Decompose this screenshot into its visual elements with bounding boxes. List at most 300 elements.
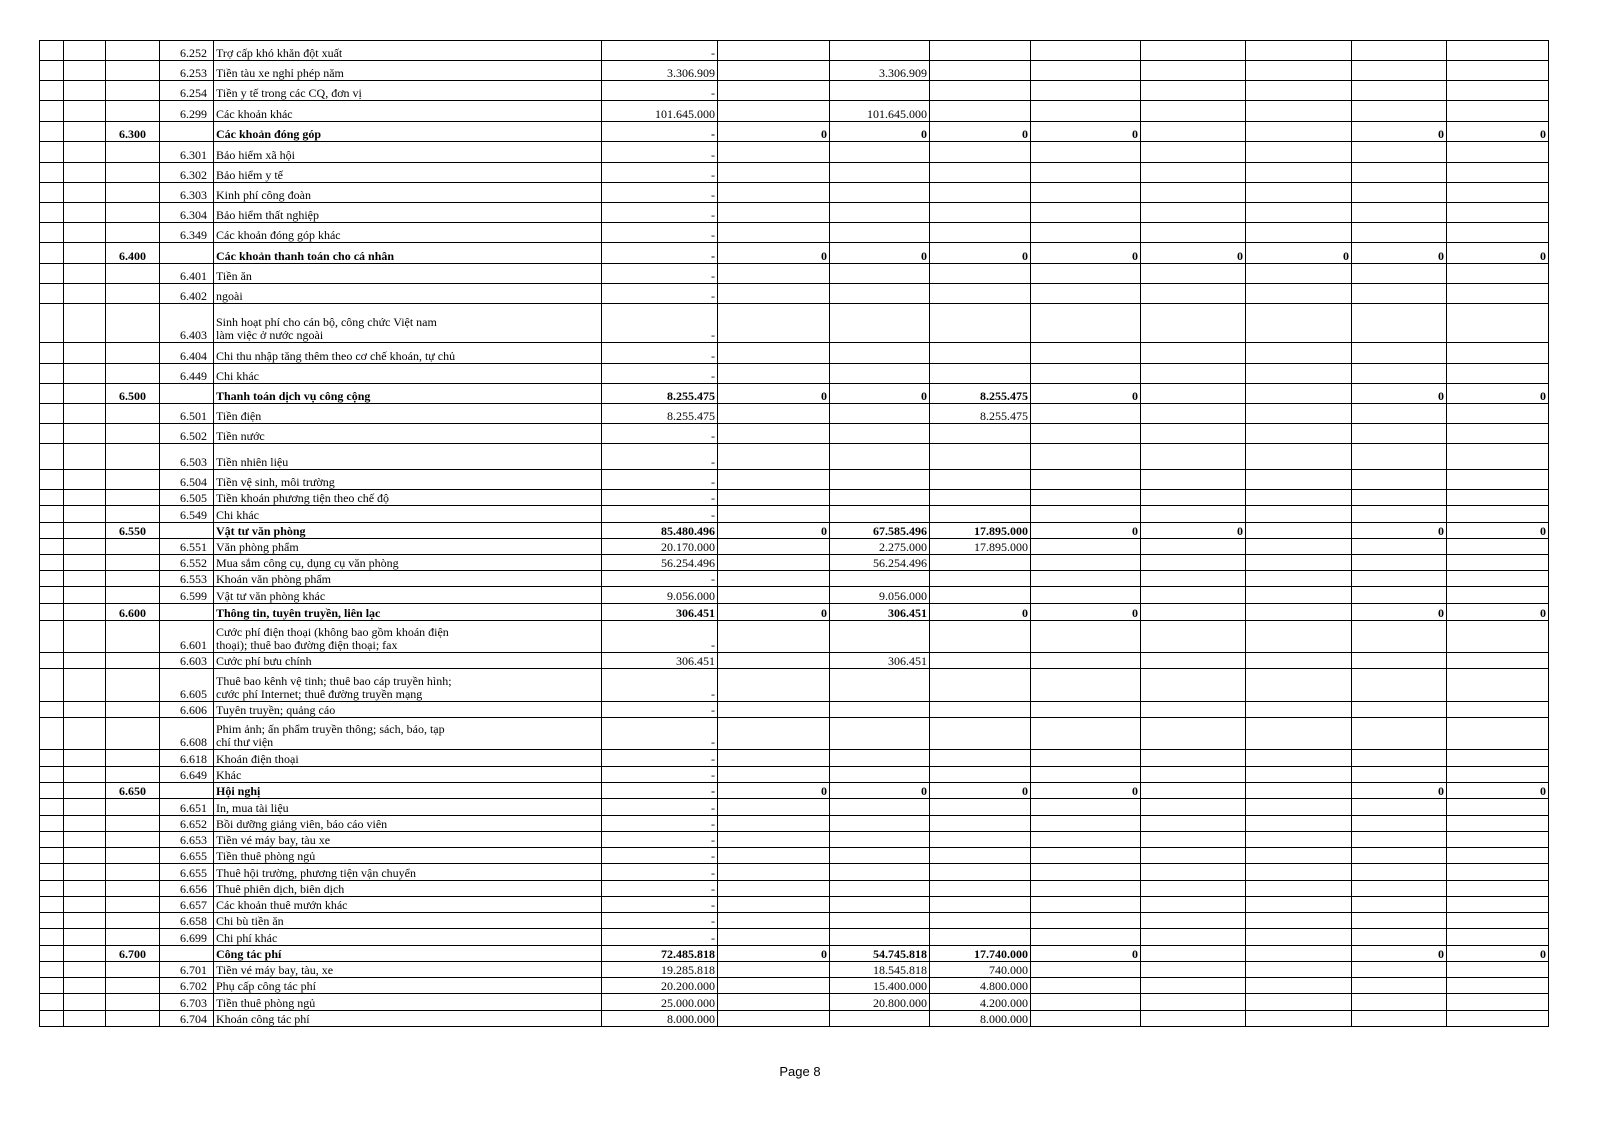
amount-cell-total: 8.255.475 <box>602 404 718 424</box>
amount-cell-v7 <box>1352 962 1447 978</box>
amount-cell-total: - <box>602 163 718 183</box>
empty-cell <box>64 799 106 816</box>
amount-cell-v6 <box>1246 555 1352 571</box>
table-row <box>40 848 1549 864</box>
amount-cell-v4 <box>1031 571 1141 587</box>
amount-cell-v1 <box>718 767 830 783</box>
empty-cell <box>40 284 64 304</box>
group-code-cell <box>106 881 160 897</box>
amount-cell-total: - <box>602 142 718 163</box>
amount-cell-v4 <box>1031 142 1141 163</box>
empty-cell <box>64 718 106 750</box>
item-name-cell: Tiền vé máy bay, tàu, xe <box>214 962 602 978</box>
amount-cell-v4 <box>1031 750 1141 767</box>
amount-cell-v1 <box>718 61 830 81</box>
amount-cell-v6 <box>1246 929 1352 946</box>
table-row <box>40 343 1549 364</box>
amount-cell-v5 <box>1141 799 1246 816</box>
table-row <box>40 404 1549 424</box>
empty-cell <box>40 946 64 962</box>
item-code-cell: 6.608 <box>160 718 214 750</box>
empty-cell <box>64 444 106 470</box>
amount-cell-v5 <box>1141 929 1246 946</box>
amount-cell-v6 <box>1246 284 1352 304</box>
amount-cell-v1: 0 <box>718 604 830 621</box>
amount-cell-v2: 9.056.000 <box>830 587 930 604</box>
group-code-cell <box>106 81 160 101</box>
amount-cell-v4 <box>1031 264 1141 284</box>
amount-cell-v6 <box>1246 913 1352 929</box>
amount-cell-total: - <box>602 621 718 653</box>
amount-cell-v6 <box>1246 962 1352 978</box>
table-row <box>40 490 1549 506</box>
table-row <box>40 1011 1549 1027</box>
amount-cell-total: 85.480.496 <box>602 523 718 539</box>
amount-cell-v4 <box>1031 404 1141 424</box>
group-code-cell <box>106 718 160 750</box>
empty-cell <box>40 470 64 490</box>
amount-cell-v6 <box>1246 621 1352 653</box>
amount-cell-v1: 0 <box>718 243 830 264</box>
amount-cell-v5 <box>1141 444 1246 470</box>
amount-cell-v2: 54.745.818 <box>830 946 930 962</box>
group-code-cell: 6.300 <box>106 122 160 142</box>
amount-cell-v5 <box>1141 490 1246 506</box>
amount-cell-v8 <box>1447 264 1549 284</box>
amount-cell-v7 <box>1352 669 1447 702</box>
item-name-cell: Tiền điện <box>214 404 602 424</box>
amount-cell-v4 <box>1031 539 1141 555</box>
table-row <box>40 929 1549 946</box>
empty-cell <box>64 101 106 122</box>
empty-cell <box>64 122 106 142</box>
amount-cell-v1 <box>718 264 830 284</box>
item-name-cell: Chi khác <box>214 364 602 384</box>
amount-cell-total: - <box>602 364 718 384</box>
group-row <box>40 604 1549 621</box>
item-name-cell: Tiền ăn <box>214 264 602 284</box>
amount-cell-total: - <box>602 243 718 264</box>
amount-cell-v2: 15.400.000 <box>830 978 930 994</box>
table-row <box>40 621 1549 653</box>
table-row <box>40 203 1549 223</box>
item-code-cell: 6.605 <box>160 669 214 702</box>
amount-cell-v6 <box>1246 767 1352 783</box>
amount-cell-v5 <box>1141 669 1246 702</box>
item-name-cell: Phụ cấp công tác phí <box>214 978 602 994</box>
amount-cell-v6 <box>1246 1011 1352 1027</box>
empty-cell <box>40 750 64 767</box>
amount-cell-v2 <box>830 750 930 767</box>
amount-cell-v5 <box>1141 183 1246 203</box>
amount-cell-v8 <box>1447 913 1549 929</box>
empty-cell <box>40 864 64 881</box>
amount-cell-v2: 18.545.818 <box>830 962 930 978</box>
amount-cell-v8 <box>1447 183 1549 203</box>
amount-cell-v4 <box>1031 101 1141 122</box>
amount-cell-v2 <box>830 621 930 653</box>
item-name-cell: Các khoản thuê mướn khác <box>214 897 602 913</box>
group-code-cell <box>106 424 160 444</box>
item-code-cell: 6.404 <box>160 343 214 364</box>
amount-cell-v2 <box>830 264 930 284</box>
amount-cell-v3 <box>930 929 1031 946</box>
amount-cell-v1: 0 <box>718 122 830 142</box>
item-code-cell: 6.599 <box>160 587 214 604</box>
amount-cell-v8 <box>1447 767 1549 783</box>
empty-cell <box>40 61 64 81</box>
amount-cell-v5 <box>1141 571 1246 587</box>
item-code-cell: 6.299 <box>160 101 214 122</box>
amount-cell-v3 <box>930 223 1031 243</box>
group-code-cell <box>106 555 160 571</box>
amount-cell-v5 <box>1141 41 1246 61</box>
amount-cell-v5 <box>1141 343 1246 364</box>
amount-cell-v8 <box>1447 404 1549 424</box>
item-code-cell: 6.553 <box>160 571 214 587</box>
empty-cell <box>64 284 106 304</box>
amount-cell-v1 <box>718 470 830 490</box>
amount-cell-v3 <box>930 284 1031 304</box>
amount-cell-v6 <box>1246 848 1352 864</box>
amount-cell-v6 <box>1246 81 1352 101</box>
item-code-cell: 6.302 <box>160 163 214 183</box>
empty-cell <box>64 523 106 539</box>
empty-cell <box>64 653 106 669</box>
amount-cell-v8: 0 <box>1447 783 1549 799</box>
amount-cell-v8 <box>1447 929 1549 946</box>
amount-cell-v4 <box>1031 702 1141 718</box>
empty-cell <box>64 587 106 604</box>
amount-cell-total: - <box>602 832 718 848</box>
empty-cell <box>64 571 106 587</box>
empty-cell <box>64 897 106 913</box>
amount-cell-v2 <box>830 364 930 384</box>
item-code-cell <box>160 783 214 799</box>
amount-cell-v8 <box>1447 41 1549 61</box>
amount-cell-v4 <box>1031 621 1141 653</box>
amount-cell-total: 306.451 <box>602 653 718 669</box>
amount-cell-v1 <box>718 1011 830 1027</box>
group-code-cell: 6.600 <box>106 604 160 621</box>
empty-cell <box>64 142 106 163</box>
table-row <box>40 506 1549 523</box>
amount-cell-v7 <box>1352 142 1447 163</box>
amount-cell-v6 <box>1246 470 1352 490</box>
item-name-cell: Văn phòng phẩm <box>214 539 602 555</box>
amount-cell-v5 <box>1141 364 1246 384</box>
amount-cell-v1 <box>718 653 830 669</box>
empty-cell <box>64 816 106 832</box>
group-code-cell <box>106 444 160 470</box>
amount-cell-total: - <box>602 41 718 61</box>
table-row <box>40 264 1549 284</box>
amount-cell-v4 <box>1031 163 1141 183</box>
table-row <box>40 163 1549 183</box>
amount-cell-v8 <box>1447 555 1549 571</box>
empty-cell <box>64 41 106 61</box>
amount-cell-v5 <box>1141 81 1246 101</box>
amount-cell-total: 25.000.000 <box>602 994 718 1011</box>
amount-cell-v1 <box>718 799 830 816</box>
item-name-cell: Tiền y tế trong các CQ, đơn vị <box>214 81 602 101</box>
amount-cell-v6 <box>1246 163 1352 183</box>
item-name-cell: Chi khác <box>214 506 602 523</box>
amount-cell-v7 <box>1352 490 1447 506</box>
group-code-cell <box>106 183 160 203</box>
item-code-cell: 6.401 <box>160 264 214 284</box>
empty-cell <box>40 799 64 816</box>
table-row <box>40 994 1549 1011</box>
amount-cell-v5 <box>1141 539 1246 555</box>
amount-cell-v1: 0 <box>718 523 830 539</box>
amount-cell-v1 <box>718 587 830 604</box>
amount-cell-v6 <box>1246 384 1352 404</box>
empty-cell <box>64 767 106 783</box>
amount-cell-v4: 0 <box>1031 604 1141 621</box>
item-code-cell: 6.505 <box>160 490 214 506</box>
amount-cell-v2 <box>830 897 930 913</box>
amount-cell-v3 <box>930 142 1031 163</box>
empty-cell <box>64 913 106 929</box>
empty-cell <box>40 424 64 444</box>
amount-cell-v1: 0 <box>718 783 830 799</box>
table-row <box>40 913 1549 929</box>
item-name-cell: Mua sắm công cụ, dụng cụ văn phòng <box>214 555 602 571</box>
item-name-cell: Cước phí bưu chính <box>214 653 602 669</box>
amount-cell-v1 <box>718 555 830 571</box>
amount-cell-v2 <box>830 142 930 163</box>
amount-cell-total: 20.200.000 <box>602 978 718 994</box>
amount-cell-v4 <box>1031 183 1141 203</box>
empty-cell <box>64 1011 106 1027</box>
amount-cell-v1 <box>718 750 830 767</box>
amount-cell-total: - <box>602 864 718 881</box>
group-code-cell <box>106 702 160 718</box>
amount-cell-v6 <box>1246 490 1352 506</box>
amount-cell-v7 <box>1352 424 1447 444</box>
empty-cell <box>64 506 106 523</box>
budget-table <box>39 40 1549 1027</box>
empty-cell <box>40 264 64 284</box>
amount-cell-v3 <box>930 304 1031 343</box>
empty-cell <box>40 41 64 61</box>
table-body <box>40 41 1549 1027</box>
amount-cell-v5 <box>1141 142 1246 163</box>
amount-cell-v6 <box>1246 424 1352 444</box>
amount-cell-total: - <box>602 223 718 243</box>
empty-cell <box>64 490 106 506</box>
amount-cell-v1 <box>718 621 830 653</box>
amount-cell-total: 19.285.818 <box>602 962 718 978</box>
amount-cell-v7 <box>1352 539 1447 555</box>
amount-cell-v3 <box>930 816 1031 832</box>
amount-cell-v2 <box>830 767 930 783</box>
amount-cell-v3 <box>930 41 1031 61</box>
amount-cell-v6 <box>1246 881 1352 897</box>
amount-cell-v2 <box>830 506 930 523</box>
group-code-cell <box>106 864 160 881</box>
item-name-cell: Kinh phí công đoàn <box>214 183 602 203</box>
amount-cell-v1 <box>718 702 830 718</box>
empty-cell <box>40 343 64 364</box>
amount-cell-v6 <box>1246 444 1352 470</box>
amount-cell-v5 <box>1141 506 1246 523</box>
empty-cell <box>40 1011 64 1027</box>
amount-cell-v8 <box>1447 962 1549 978</box>
item-code-cell: 6.658 <box>160 913 214 929</box>
item-code-cell <box>160 604 214 621</box>
empty-cell <box>40 163 64 183</box>
item-code-cell: 6.606 <box>160 702 214 718</box>
amount-cell-v3: 8.000.000 <box>930 1011 1031 1027</box>
empty-cell <box>64 163 106 183</box>
item-code-cell: 6.651 <box>160 799 214 816</box>
amount-cell-v6 <box>1246 101 1352 122</box>
table-row <box>40 669 1549 702</box>
amount-cell-v4: 0 <box>1031 384 1141 404</box>
item-code-cell: 6.703 <box>160 994 214 1011</box>
amount-cell-v4 <box>1031 881 1141 897</box>
amount-cell-total: 306.451 <box>602 604 718 621</box>
group-code-cell <box>106 364 160 384</box>
empty-cell <box>40 555 64 571</box>
amount-cell-v1 <box>718 101 830 122</box>
item-name-cell: Bồi dưỡng giảng viên, báo cáo viên <box>214 816 602 832</box>
amount-cell-v7 <box>1352 571 1447 587</box>
amount-cell-total: - <box>602 913 718 929</box>
amount-cell-v8 <box>1447 163 1549 183</box>
item-name-cell: Chi bù tiền ăn <box>214 913 602 929</box>
amount-cell-v4 <box>1031 962 1141 978</box>
item-name-cell: Thuê phiên dịch, biên dịch <box>214 881 602 897</box>
amount-cell-v5 <box>1141 783 1246 799</box>
item-name-cell: Thanh toán dịch vụ công cộng <box>214 384 602 404</box>
empty-cell <box>40 702 64 718</box>
amount-cell-v4: 0 <box>1031 122 1141 142</box>
table-row <box>40 284 1549 304</box>
amount-cell-total: - <box>602 848 718 864</box>
amount-cell-total: - <box>602 203 718 223</box>
amount-cell-v2 <box>830 913 930 929</box>
amount-cell-v6 <box>1246 142 1352 163</box>
amount-cell-v3 <box>930 848 1031 864</box>
amount-cell-v6 <box>1246 750 1352 767</box>
group-code-cell <box>106 571 160 587</box>
amount-cell-v6 <box>1246 587 1352 604</box>
amount-cell-v3 <box>930 101 1031 122</box>
amount-cell-total: - <box>602 799 718 816</box>
amount-cell-v8 <box>1447 718 1549 750</box>
amount-cell-total: - <box>602 750 718 767</box>
amount-cell-v1 <box>718 848 830 864</box>
amount-cell-v6 <box>1246 718 1352 750</box>
amount-cell-v4 <box>1031 81 1141 101</box>
amount-cell-v2 <box>830 799 930 816</box>
amount-cell-v6 <box>1246 203 1352 223</box>
amount-cell-v8 <box>1447 669 1549 702</box>
table-row <box>40 571 1549 587</box>
item-code-cell <box>160 523 214 539</box>
item-name-cell: Thuê bao kênh vệ tinh; thuê bao cáp truyền hình; cước phí Internet; thuê đường truyền mạng <box>214 669 602 702</box>
empty-cell <box>40 767 64 783</box>
amount-cell-v1 <box>718 539 830 555</box>
table-row <box>40 653 1549 669</box>
table-row <box>40 881 1549 897</box>
amount-cell-v4 <box>1031 364 1141 384</box>
amount-cell-total: - <box>602 183 718 203</box>
group-code-cell <box>106 203 160 223</box>
group-code-cell: 6.500 <box>106 384 160 404</box>
amount-cell-v1 <box>718 832 830 848</box>
amount-cell-v8 <box>1447 223 1549 243</box>
amount-cell-total: - <box>602 424 718 444</box>
amount-cell-total: - <box>602 669 718 702</box>
amount-cell-v8 <box>1447 343 1549 364</box>
empty-cell <box>64 864 106 881</box>
amount-cell-v4: 0 <box>1031 783 1141 799</box>
amount-cell-v7: 0 <box>1352 946 1447 962</box>
amount-cell-v7 <box>1352 41 1447 61</box>
amount-cell-total: - <box>602 767 718 783</box>
amount-cell-v5 <box>1141 404 1246 424</box>
empty-cell <box>64 61 106 81</box>
amount-cell-v8 <box>1447 832 1549 848</box>
amount-cell-v1 <box>718 506 830 523</box>
item-name-cell: Thuê hội trường, phương tiện vận chuyển <box>214 864 602 881</box>
empty-cell <box>40 203 64 223</box>
amount-cell-total: - <box>602 470 718 490</box>
item-code-cell: 6.449 <box>160 364 214 384</box>
empty-cell <box>40 404 64 424</box>
group-code-cell <box>106 816 160 832</box>
amount-cell-v3 <box>930 506 1031 523</box>
empty-cell <box>40 897 64 913</box>
item-name-cell: Các khoản đóng góp <box>214 122 602 142</box>
table-row <box>40 539 1549 555</box>
empty-cell <box>40 881 64 897</box>
amount-cell-total: - <box>602 284 718 304</box>
item-name-cell: Hội nghị <box>214 783 602 799</box>
amount-cell-v6 <box>1246 404 1352 424</box>
group-code-cell <box>106 101 160 122</box>
amount-cell-v4 <box>1031 848 1141 864</box>
amount-cell-v8 <box>1447 621 1549 653</box>
amount-cell-v7 <box>1352 994 1447 1011</box>
group-code-cell <box>106 539 160 555</box>
amount-cell-v4 <box>1031 864 1141 881</box>
group-code-cell <box>106 587 160 604</box>
item-name-cell: Các khoản khác <box>214 101 602 122</box>
item-name-cell: Các khoản đóng góp khác <box>214 223 602 243</box>
table-row <box>40 718 1549 750</box>
item-name-cell: ngoài <box>214 284 602 304</box>
amount-cell-total: - <box>602 81 718 101</box>
item-code-cell: 6.301 <box>160 142 214 163</box>
amount-cell-total: 72.485.818 <box>602 946 718 962</box>
amount-cell-v5 <box>1141 587 1246 604</box>
amount-cell-v7 <box>1352 767 1447 783</box>
item-code-cell: 6.601 <box>160 621 214 653</box>
amount-cell-v6 <box>1246 343 1352 364</box>
group-code-cell: 6.550 <box>106 523 160 539</box>
item-code-cell: 6.402 <box>160 284 214 304</box>
amount-cell-v1 <box>718 962 830 978</box>
amount-cell-v5 <box>1141 978 1246 994</box>
amount-cell-v8 <box>1447 61 1549 81</box>
amount-cell-v2 <box>830 929 930 946</box>
amount-cell-v4 <box>1031 444 1141 470</box>
